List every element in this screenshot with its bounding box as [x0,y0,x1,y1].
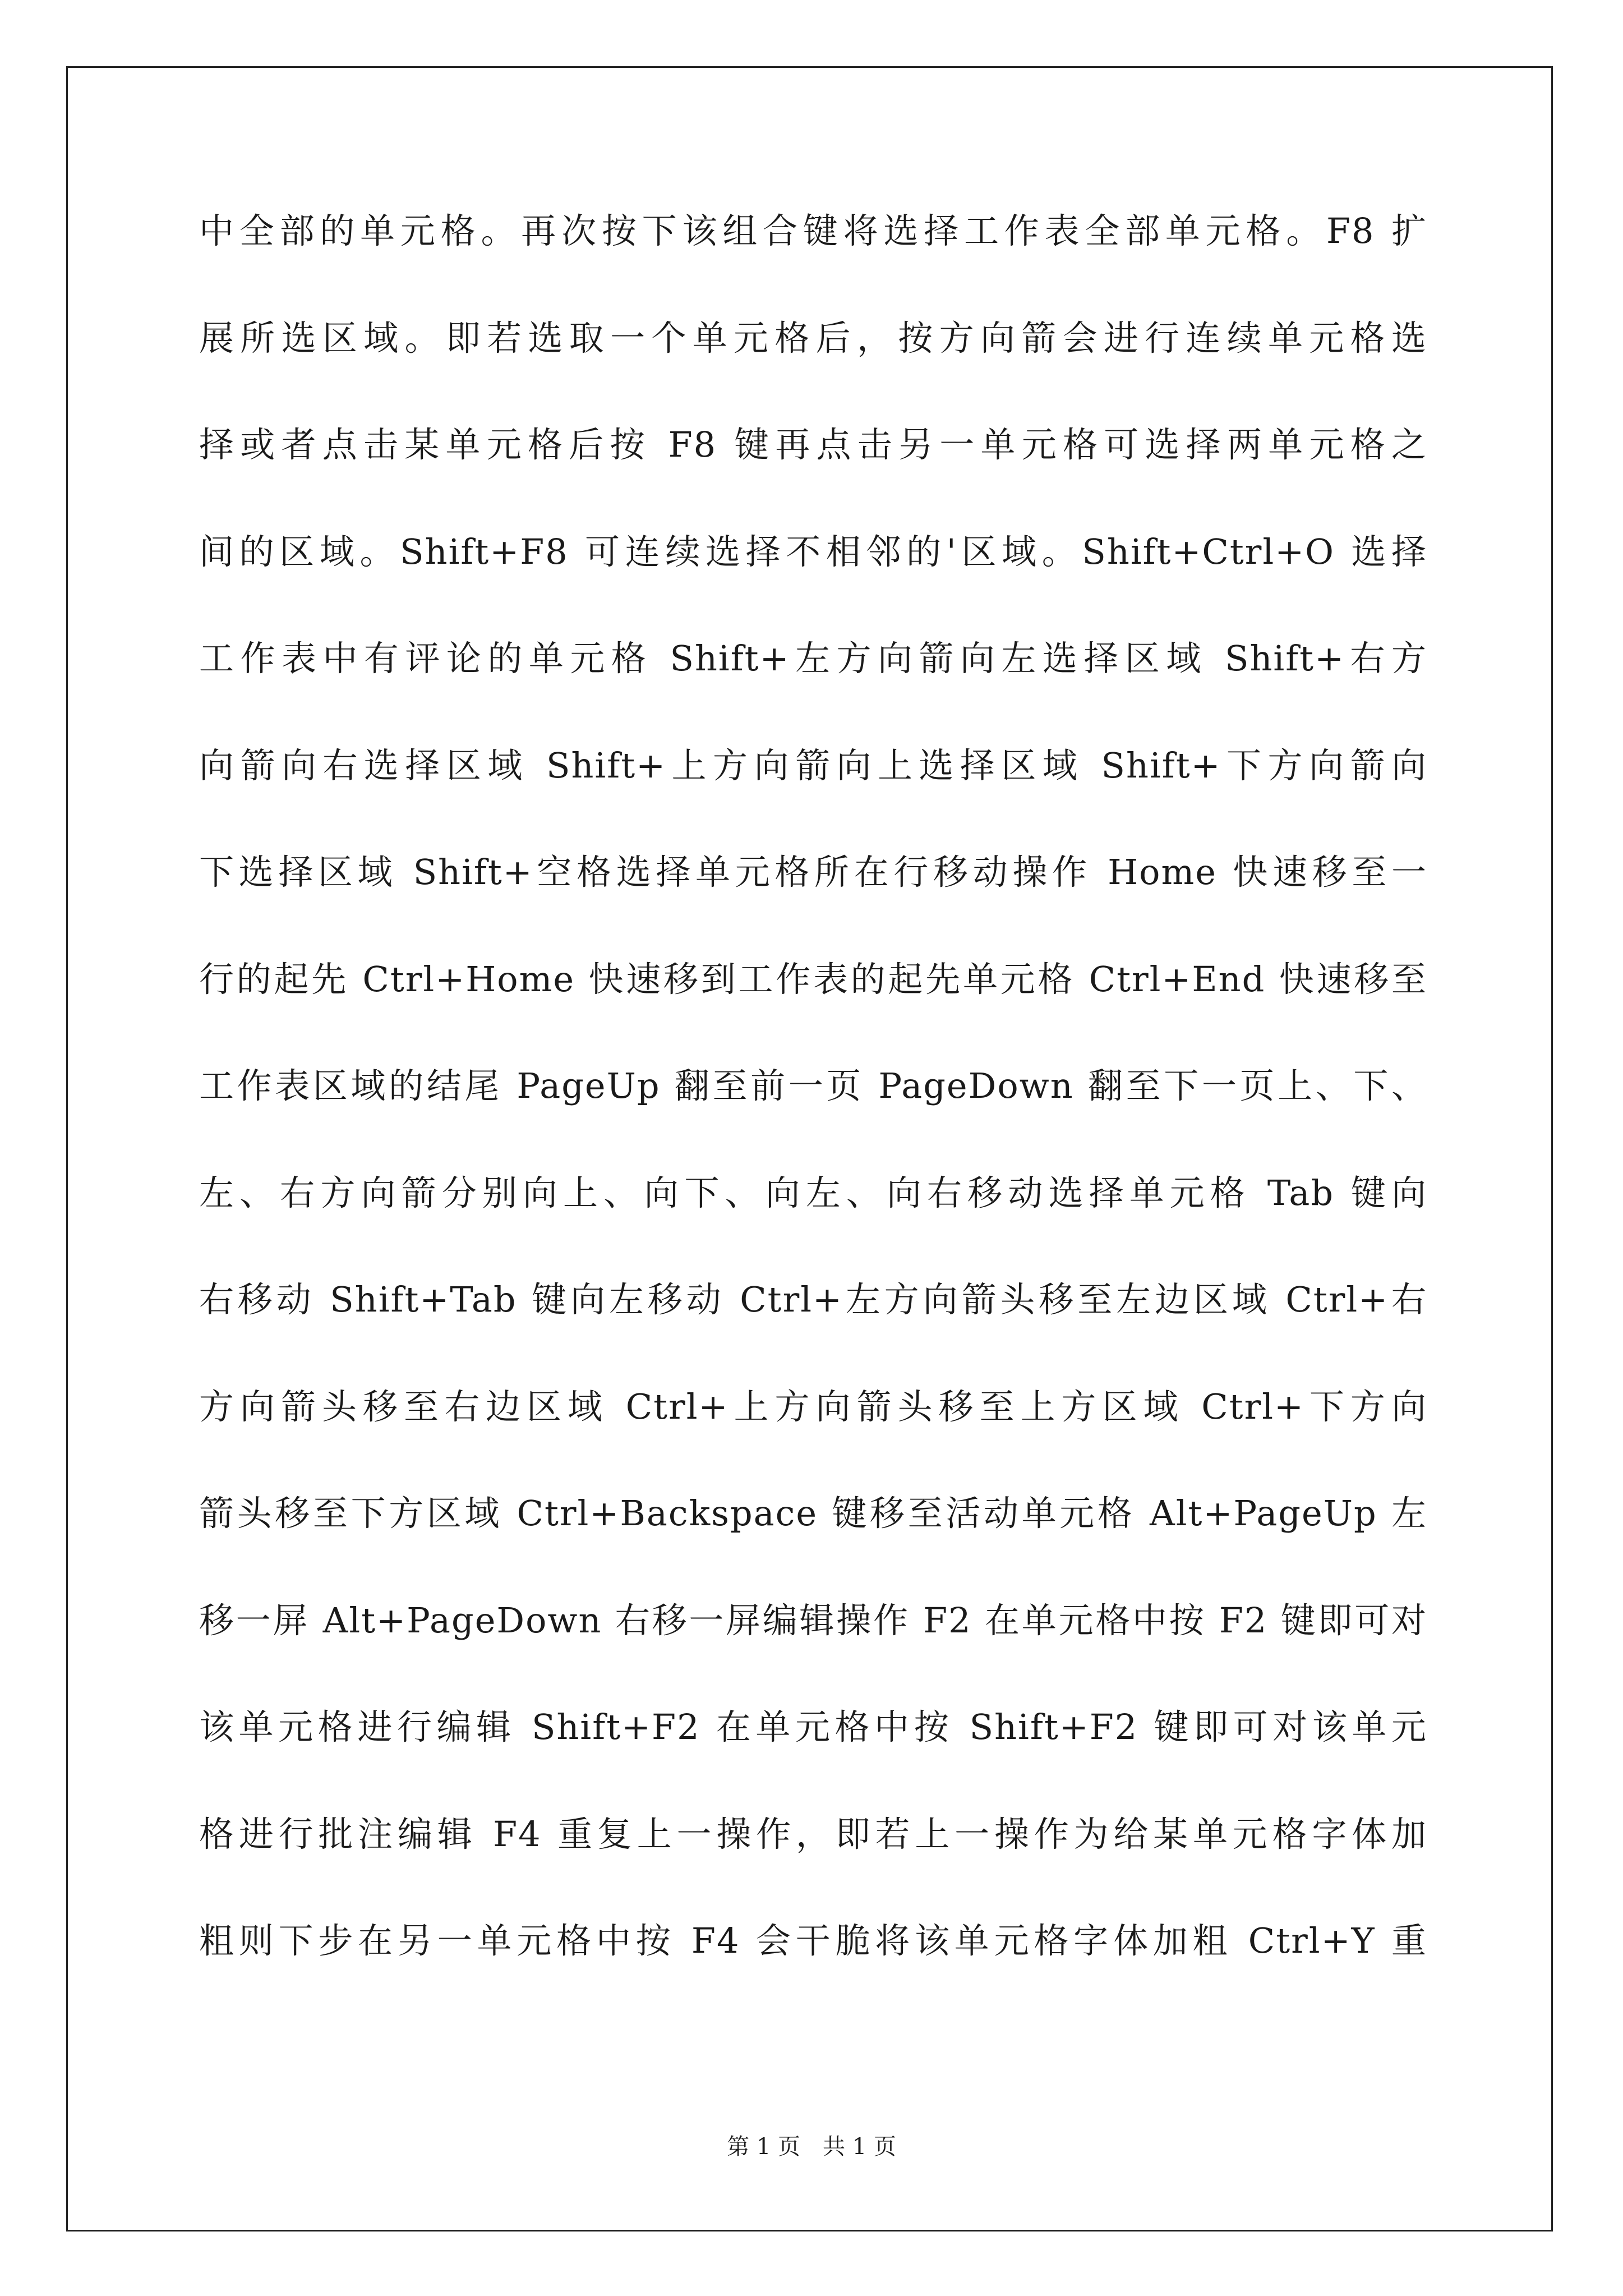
text-line: 中全部的单元格。再次按下该组合键将选择工作表全部单元格。F8 扩 [199,210,1427,251]
text-line: 箭头移至下方区域 Ctrl+Backspace 键移至活动单元格 Alt+PageUp 左 [199,1493,1427,1534]
text-line: 该单元格进行编辑 Shift+F2 在单元格中按 Shift+F2 键即可对该单元 [199,1706,1427,1747]
text-line: 粗则下步在另一单元格中按 F4 会干脆将该单元格字体加粗 Ctrl+Y 重 [199,1920,1427,1961]
text-line: 移一屏 Alt+PageDown 右移一屏编辑操作 F2 在单元格中按 F2 键即可对 [199,1599,1427,1641]
text-line: 右移动 Shift+Tab 键向左移动 Ctrl+左方向箭头移至左边区域 Ctrl+右 [199,1279,1427,1320]
text-line: 格进行批注编辑 F4 重复上一操作，即若上一操作为给某单元格字体加 [199,1813,1427,1855]
text-line: 择或者点击某单元格后按 F8 键再点击另一单元格可选择两单元格之 [199,424,1427,465]
text-line: 向箭向右选择区域 Shift+上方向箭向上选择区域 Shift+下方向箭向 [199,744,1427,786]
page-number-footer: 第 1 页 共 1 页 [727,2134,896,2160]
text-line: 展所选区域。即若选取一个单元格后，按方向箭会进行连续单元格选 [199,317,1427,358]
text-line: 间的区域。Shift+F8 可连续选择不相邻的'区域。Shift+Ctrl+O 选择 [199,531,1427,572]
text-line: 下选择区域 Shift+空格选择单元格所在行移动操作 Home 快速移至一 [199,852,1427,892]
text-line: 工作表区域的结尾 PageUp 翻至前一页 PageDown 翻至下一页上、下、 [199,1065,1427,1106]
text-line: 方向箭头移至右边区域 Ctrl+上方向箭头移至上方区域 Ctrl+下方向 [199,1386,1427,1427]
document-body [199,209,1427,2026]
text-line: 左、右方向箭分别向上、向下、向左、向右移动选择单元格 Tab 键向 [199,1172,1427,1213]
text-line: 工作表中有评论的单元格 Shift+左方向箭向左选择区域 Shift+右方 [199,638,1427,679]
text-line: 行的起先 Ctrl+Home 快速移到工作表的起先单元格 Ctrl+End 快速移至 [199,958,1427,1000]
